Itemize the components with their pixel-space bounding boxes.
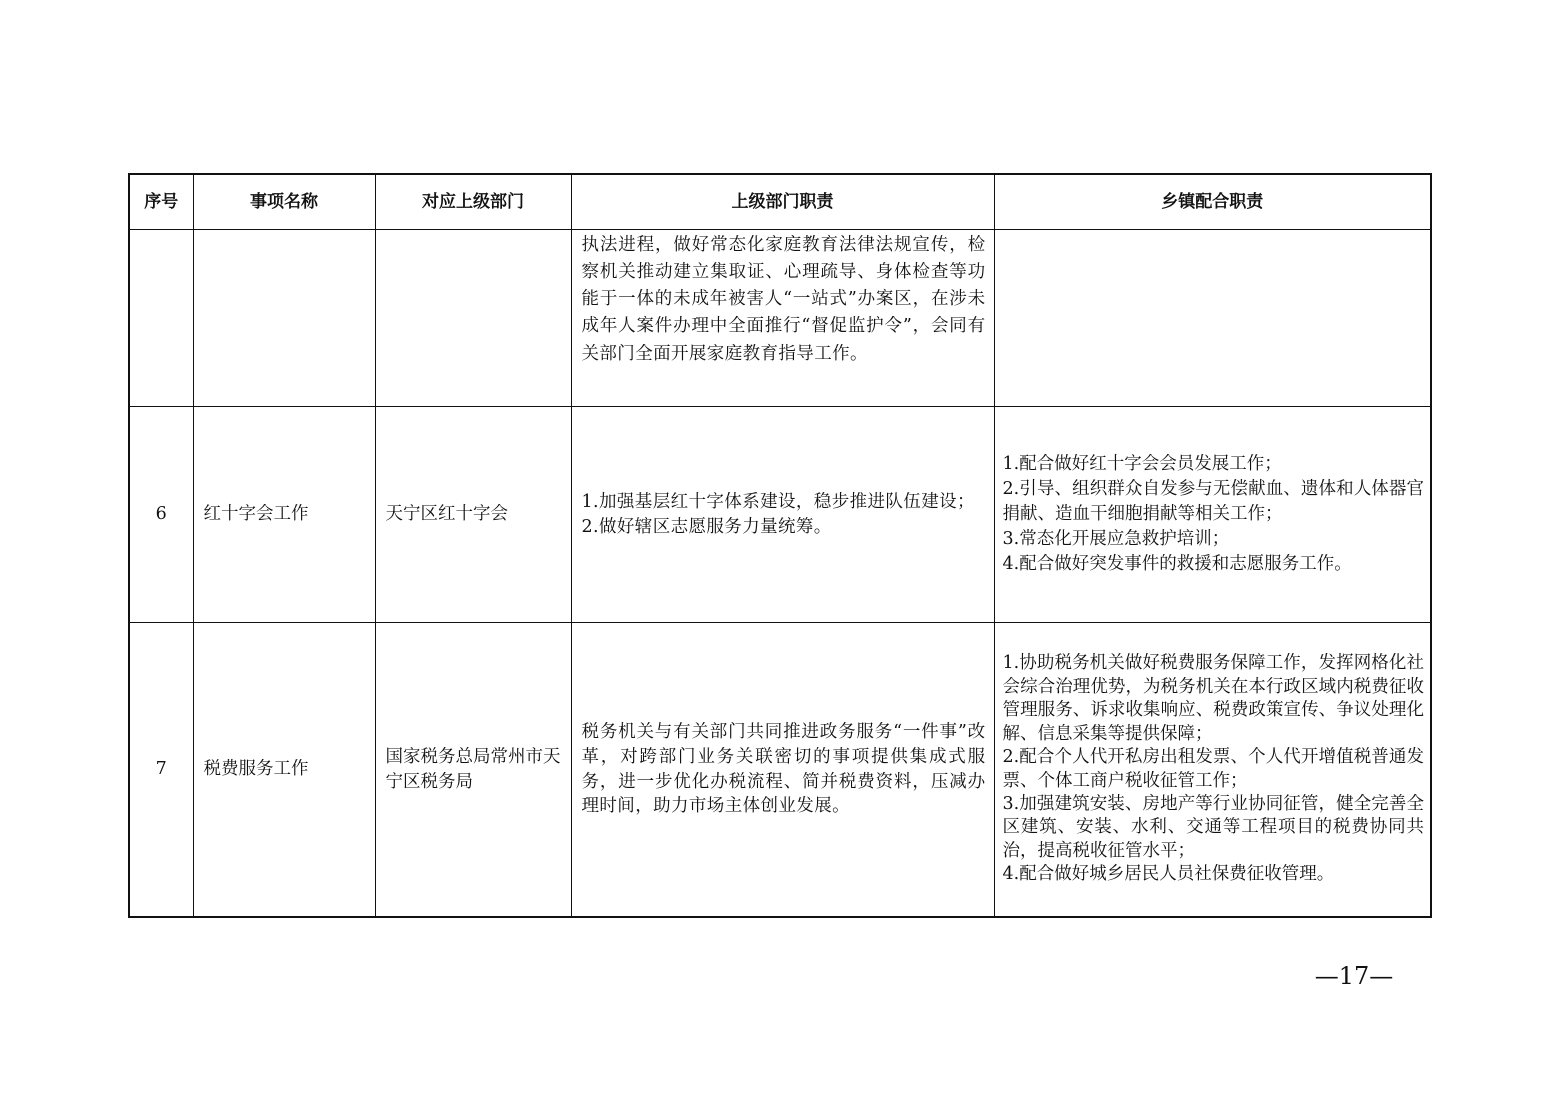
cell-upper-duty-continued: 执法进程，做好常态化家庭教育法律法规宣传，检察机关推动建立集取证、心理疏导、身体检查等功能于一体的未成年被害人“一站式”办案区，在涉未成年人案件办理中全面推行“督促监护令”，会同有关部门全面开展家庭教育指导工作。 — [571, 230, 994, 407]
header-item-name: 事项名称 — [193, 174, 375, 230]
cell-town-duty — [994, 407, 1431, 623]
cell-upper-dept: 天宁区红十字会 — [375, 407, 571, 623]
header-seq: 序号 — [129, 174, 193, 230]
town-duty-item: 1.配合做好红十字会会员发展工作； — [1002, 454, 1282, 475]
cell-seq: 6 — [129, 407, 193, 623]
cell-upper-duty: 税务机关与有关部门共同推进政务服务“一件事”改革，对跨部门业务关联密切的事项提供集成式服务，进一步优化办税流程、简并税费资料，压减办理时间，助力市场主体创业发展。 — [571, 623, 994, 918]
cell-upper-duty — [571, 407, 994, 623]
header-upper-duty: 上级部门职责 — [571, 174, 994, 230]
cell-item-name: 红十字会工作 — [193, 407, 375, 623]
cell-seq: 7 — [129, 623, 193, 918]
town-duty-item: 3.加强建筑安装、房地产等行业协同征管，健全完善全区建筑、安装、水利、交通等工程项目的税费协同共治，提高税收征管水平； — [1002, 793, 1424, 861]
cell-name-empty — [193, 230, 375, 407]
header-town-duty: 乡镇配合职责 — [994, 174, 1431, 230]
header-upper-dept: 对应上级部门 — [375, 174, 571, 230]
cell-town-duty-empty — [994, 230, 1431, 407]
cell-item-name: 税费服务工作 — [193, 623, 375, 918]
table-header-row — [129, 174, 1431, 230]
duty-table — [128, 173, 1432, 918]
duty-table-container — [128, 173, 1430, 913]
cell-town-duty — [994, 623, 1431, 918]
cell-seq-empty — [129, 230, 193, 407]
cell-upper-dept: 国家税务总局常州市天宁区税务局 — [375, 623, 571, 918]
town-duty-item: 4.配合做好突发事件的救援和志愿服务工作。 — [1002, 553, 1352, 574]
upper-duty-text: 1.加强基层红十字体系建设，稳步推进队伍建设； 2.做好辖区志愿服务力量统筹。 — [581, 491, 975, 537]
town-duty-item: 1.协助税务机关做好税费服务保障工作，发挥网格化社会综合治理优势，为税务机关在本行政区域内税费征收管理服务、诉求收集响应、税费政策宣传、争议处理化解、信息采集等提供保障； — [1002, 653, 1424, 744]
table-row — [129, 407, 1431, 623]
cell-dept-empty — [375, 230, 571, 407]
town-duty-item: 3.常态化开展应急救护培训； — [1002, 528, 1230, 549]
town-duty-item: 2.引导、组织群众自发参与无偿献血、遗体和人体器官捐献、造血干细胞捐献等相关工作； — [1002, 479, 1424, 525]
table-row-continuation — [129, 230, 1431, 407]
page-number: —17— — [1314, 962, 1394, 990]
town-duty-item: 2.配合个人代开私房出租发票、个人代开增值税普通发票、个体工商户税收征管工作； — [1002, 747, 1424, 791]
table-row — [129, 623, 1431, 918]
town-duty-item: 4.配合做好城乡居民人员社保费征收管理。 — [1002, 864, 1335, 885]
